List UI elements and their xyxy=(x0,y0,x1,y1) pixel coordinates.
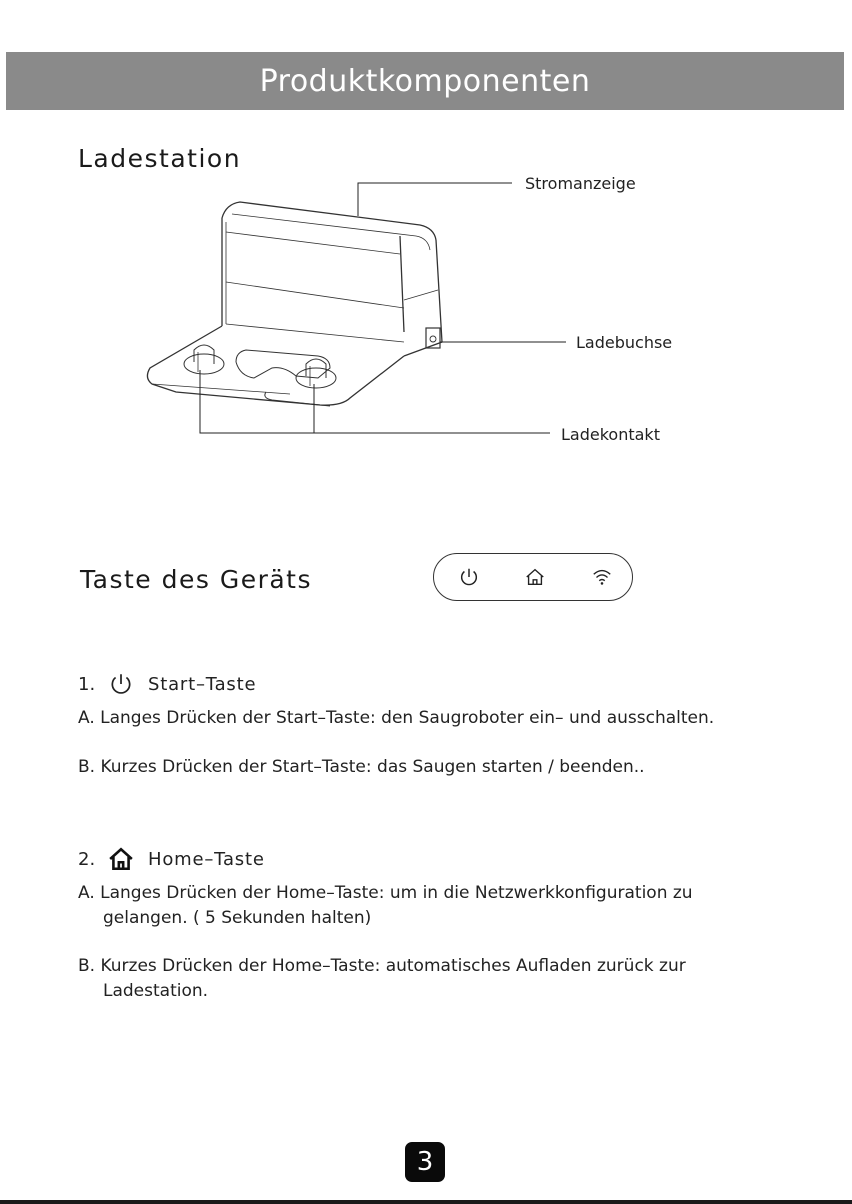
paragraph-line: B. Kurzes Drücken der Home–Taste: automatisches Aufladen zurück zur xyxy=(78,956,686,976)
callout-charging-socket: Ladebuchse xyxy=(576,333,673,352)
home-button-heading xyxy=(78,846,265,872)
page-number: 3 xyxy=(405,1142,445,1182)
item-label: Start–Taste xyxy=(148,673,257,695)
paragraph-line: A. Langes Drücken der Home–Taste: um in die Netzwerkkonfiguration zu xyxy=(78,883,693,903)
charging-station-diagram xyxy=(0,0,852,470)
paragraph-line: B. Kurzes Drücken der Start–Taste: das Saugen starten / beenden.. xyxy=(78,757,645,777)
home-icon xyxy=(524,566,546,588)
item-label: Home–Taste xyxy=(148,848,265,870)
buttons-heading: Taste des Geräts xyxy=(80,565,313,594)
item-number: 2. xyxy=(78,848,96,870)
item-number: 1. xyxy=(78,673,96,695)
wifi-icon xyxy=(591,566,613,588)
home-long-press-text xyxy=(78,881,798,931)
page-title: Produktkomponenten xyxy=(259,63,591,99)
start-button-heading xyxy=(78,671,256,697)
button-panel xyxy=(433,553,633,601)
home-icon xyxy=(108,846,134,872)
paragraph-line: Ladestation. xyxy=(103,981,209,1001)
callout-power-indicator: Stromanzeige xyxy=(525,174,636,193)
start-short-press-text xyxy=(78,755,798,780)
power-icon xyxy=(108,671,134,697)
bottom-rule xyxy=(0,1200,852,1204)
start-long-press-text xyxy=(78,706,798,731)
callout-charging-contact: Ladekontakt xyxy=(561,425,660,444)
station-heading: Ladestation xyxy=(78,144,242,173)
home-short-press-text xyxy=(78,954,798,1004)
power-icon xyxy=(458,566,480,588)
paragraph-line: A. Langes Drücken der Start–Taste: den Saugroboter ein– und ausschalten. xyxy=(78,708,715,728)
paragraph-line: gelangen. ( 5 Sekunden halten) xyxy=(103,908,372,928)
